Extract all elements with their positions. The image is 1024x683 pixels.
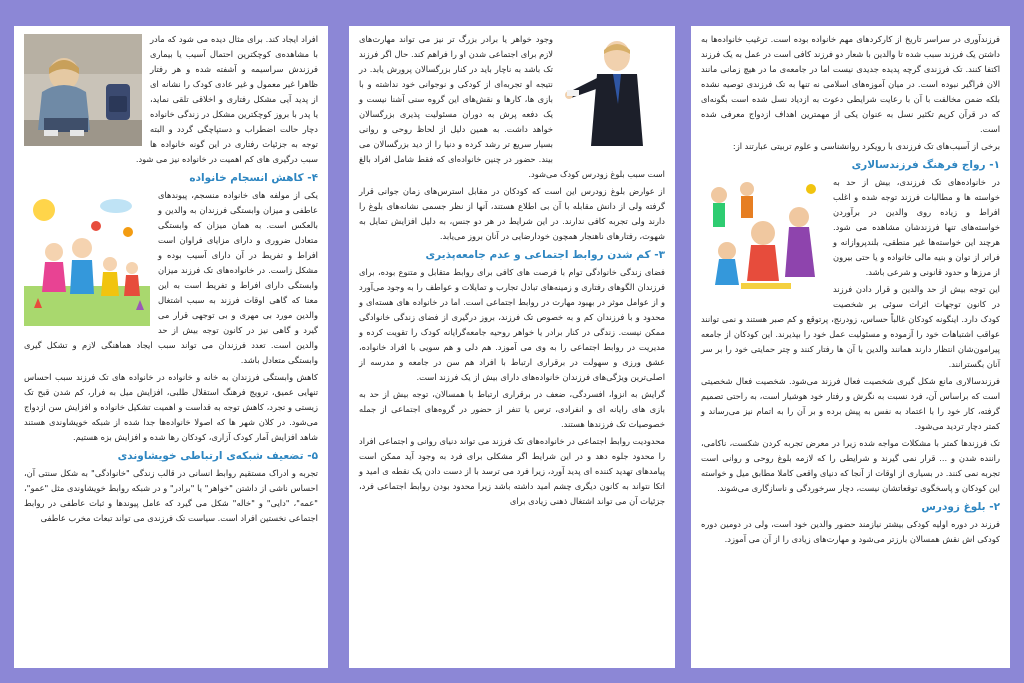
family-drawing [24, 190, 150, 326]
right-paragraph-5: فرزندسالاری مانع شکل گیری شخصیت فعال فرزند می‌شود. شخصیت فعال شخصیتی است که براساس آن، فرد نسبت به نگرش و رفتار خود هوشیار است، به راحتی تصمیم گرفته، کار خود را با اعتماد به نفس به پیش برده و بر آن را به اتمام نیز می‌رساند و کمتر دچار تردید می‌شود. [701, 376, 1000, 431]
right-paragraph-6: تک فرزندها کمتر با مشکلات مواجه شده زیرا در معرض تجربه کردن شکست، ناکامی، راننده شدن و ... قرار نمی گیرند و شرایطی را که لازمه بلوغ روحی و روانی است تجربه نمی کنند. در بسیاری از اوقات از آنجا که دنیای واقعی کاملا مطابق میل و خواسته این کودکان و پاسخگوی توقعاتشان نیست، دچار سرخوردگی و ناسازگاری می‌شوند. [701, 438, 1000, 493]
middle-paragraph-5: محدودیت روابط اجتماعی در خانواده‌های تک فرزند می تواند دنیای روانی و اجتماعی افراد را محدود جلوه دهد و در این شرایط اگر مشکلی برای فرد به وجود آید ممکن است پیامدهای تهدید کننده ای پدید آورد، زیرا فرد می ترسد با از دست دادن یک نقطه ی امید و اتکا نتواند به کانون دیگری چشم امید داشته باشد زیرا محدود بودن روابط اجتماعی فرد، جزئیات آن می تواند اشتغال ذهنی زیادی برای [359, 436, 665, 506]
right-paragraph-4: این توجه بیش از حد والدین و قرار دادن فرزند در کانون توجهات اثرات سوئی بر شخصیت کودک دارد. اینگونه کودکان غالباً حساس، زودرنج، پرتوقع و کم صبر هستند و نمی توانند عواقب اشتباهات خود را آزموده و مسئولیت عمل خود را بپذیرند. این کودکان از جامعه پیرامون‌شان انتظار دارند همانند والدین با آن ها رفتار کنند و چتر حمایتی خود را بر سر آنان بگسترانند. [701, 284, 1000, 369]
right-panel [691, 26, 1010, 668]
left-heading-5: ۵- تضعیف شبکه‌ی ارتباطی خویشاوندی [117, 450, 318, 462]
left-paragraph-4: تجربه و ادراک مستقیم روابط انسانی در قالب زندگی "خانوادگی" به شکل سنتی آن، احساس ناشی از داشتن "خواهر" یا "برادر" و در شبکه روابط خویشاوندی مثل "عمو"، "عمه"، "دایی" و "خاله" شکل می گیرد که عامل پیوندها و ثبات عاطفی در روابط اجتماعی نخستین افراد است. سیاست تک فرزندی می تواند تبعات مخرب عاطفی [24, 468, 318, 523]
right-paragraph-7: فرزند در دوره اولیه کودکی بیشتر نیازمند حضور والدین خود است، ولی در دومین دوره کودکی اش نقش همسالان بارزتر می‌شود و مهارت‌های زیادی را از آن می آموزد. [701, 519, 1000, 544]
right-paragraph-3: در خانواده‌های تک فرزندی، بیش از حد به خواسته ها و مطالبات فرزند توجه شده و اغلب افراط و زیاده روی والدین در برآوردن خواسته‌های تنها فرزندشان مشاهده می شود. هرچند این خواسته‌ها غیر منطقی، بلندپروازانه و فراتر از توان و بنیه مالی خانواده و یا حتی بیرون از مرزها و حدود قانونی و شرعی باشد. [833, 177, 1000, 277]
right-paragraph-2: برخی از آسیب‌های تک فرزندی با رویکرد روانشناسی و علوم تربیتی عبارتند از: [732, 141, 1000, 151]
right-heading-2: ۲- بلوغ زودرس [921, 501, 1000, 513]
middle-paragraph-1: وجود خواهر یا برادر بزرگ تر نیز می تواند مهارت‌های لازم برای اجتماعی شدن او را فراهم کند. حال اگر فرزند تک باشد به ناچار باید در کنار بزرگسالان پرورش یابد. در نتیجه او تجربه‌ای از کودکی و نوجوانی خود نداشته و با بازی ها، کارها و نقش‌های این گروه سنی آشنا نیست و یک دفعه پرش به دوران مسئولیت پذیری بزرگسالان خواهد داشت. به همین دلیل از لحاظ روحی و روانی بسیار سریع تر رشد کرده و دنیا را از دید بزرگسالان می بیند. حضور در چنین خانواده‌ای که فقط شامل افراد بالغ است سبب بلوغ زودرس کودک می‌شود. [359, 34, 665, 179]
left-panel [14, 26, 328, 668]
middle-paragraph-3: فضای زندگی خانوادگی توام با فرصت های کافی برای روابط متقابل و متنوع بوده، برای فرزندان الگوهای رفتاری و زمینه‌های تبادل تجارب و تمایلات و عواطف را به وجود می‌آورد و از عوامل موثر در بهبود مهارت در روابط اجتماعی است. اما در خانواده های هسته‌ای و محدود و با فرزندان کم و به خصوص تک فرزند، بروز درگیری از فضای زندگی خانوادگی ممکن نیست. زندگی در کنار برادر یا خواهر روحیه جامعه‌گرایانه کودک را تقویت کرده و مدیریت در روابط اجتماعی را به وی می آموزد. هم دلی و هم سویی با افراد خانواده، عشق ورزی و سهولت در برقراری ارتباط با افراد هم سن در جامعه و مدرسه از اصلی‌ترین ویژگی‌های فرزندان خانواده‌های دارای بیش از یک فرزند است. [359, 267, 665, 382]
right-heading-1: ۱- رواج فرهنگ فرزندسالاری [851, 159, 1000, 171]
left-heading-4: ۴- کاهش انسجام خانواده [189, 172, 318, 184]
middle-paragraph-2: از عوارض بلوغ زودرس این است که کودکان در مقابل استرس‌های زمان جوانی قرار گرفته ولی از دانش مقابله با آن بی اطلاع هستند، آنها از نظر جسمی نشانه‌های بلوغ را دارند ولی تجربه کافی ندارند. در این شرایط در هر دو جنس، به دلیل افزایش تمایل به شهوت، رفتارهای ناهنجار همچون خودارضایی در آنان بروز می‌یابد. [359, 186, 665, 241]
right-paragraph-1: فرزندآوری در سراسر تاریخ از کارکردهای مهم خانواده بوده است. ترغیب خانواده‌ها به داشتن یک فرزند سبب شده تا والدین با شعار دو فرزند کافی است در عمل به یک فرزند اکتفا کنند. تک فرزندی گرچه پدیده جدیدی نیست اما در جامعه‌ی ما در هیچ زمانی مانند الان فراگیر نبوده است. در میان آموزه‌های اسلامی نه تنها به تک فرزندی توصیه نشده بلکه ضمن مخالفت با آن با رعایت شرایطی دعوت به ازدیاد نسل شده است بگونه‌ای که در قرآن کریم تکثیر نسل به عنوان یکی از مهمترین اهداف ازدواج معرفی شده است. [701, 34, 1000, 134]
spoiled-child-cartoon [701, 177, 825, 295]
middle-panel [349, 26, 675, 668]
sad-child-photo [24, 34, 142, 146]
middle-heading-3: ۳- کم شدن روابط اجتماعی و عدم جامعه‌پذیری [425, 249, 665, 261]
boy-in-suit-photo [561, 34, 665, 150]
middle-paragraph-4: گرایش به انزوا، افسردگی، ضعف در برقراری ارتباط با همسالان، توجه بیش از حد به بازی های رایانه ای و انفرادی، ترس یا تنفر از حضور در گروه‌های اجتماعی از جمله خصوصیات تک فرزندها هستند. [359, 389, 665, 429]
left-paragraph-3: کاهش وابستگی فرزندان به خانه و خانواده در خانواده های تک فرزند سبب احساس تنهایی عمیق، ترویج فرهنگ استقلال طلبی، افزایش میل به فرار، کم شدن قبح تک زیستی و تجرد، کاهش توجه به قداست و اهمیت تشکیل خانواده و افزایش سن ازدواج می‌شود. در کلان شهر ها که اصولا خانواده‌ها جدا شده از شبکه خویشاوندی هستند شاهد افزایش آمار کودک آزاری، کودکان رها شده و افزایش بزه هستیم. [24, 372, 318, 442]
left-paragraph-1: افراد ایجاد کند. برای مثال دیده می شود که مادر با مشاهده‌ی کوچکترین احتمال آسیب یا بیماری فرزندش سراسیمه و آشفته شده و هر رفتار ظاهرا غیر معمول و غیر عادی کودک را نشانه ای از پدید آیی مشکل رفتاری و اخلاقی تلقی نماید، یا پدر با بروز کوچکترین مشکل در زندگی خانواده دچار حالت اضطراب و دستپاچگی گردد و البته توجه به جزئیات رفتاری در این گونه خانواده ها سبب درگیری های کم اهمیت در خانواده نیز می شود. [135, 34, 318, 164]
left-paragraph-2: یکی از مولفه های خانواده منسجم، پیوندهای عاطفی و میزان وابستگی فرزندان به والدین و بالعکس است. به همان میزان که وابستگی متعادل ضروری و دارای مزایای فراوان است افراط و تفریط در آن دارای آسیب بوده و مشکل زاست. در خانواده‌های تک فرزند میزان وابستگی دارای افراط و تفریط است به این معنا که گاهی اوقات فرزند به سبب اشتغال والدین مورد بی مهری و بی توجهی قرار می گیرد و گاهی نیز در کانون توجه بیش از حد والدین است. تعدد فرزندان می تواند سبب ایجاد هماهنگی لازم و تشکل گیری وابستگی متعادل باشد. [24, 190, 318, 365]
